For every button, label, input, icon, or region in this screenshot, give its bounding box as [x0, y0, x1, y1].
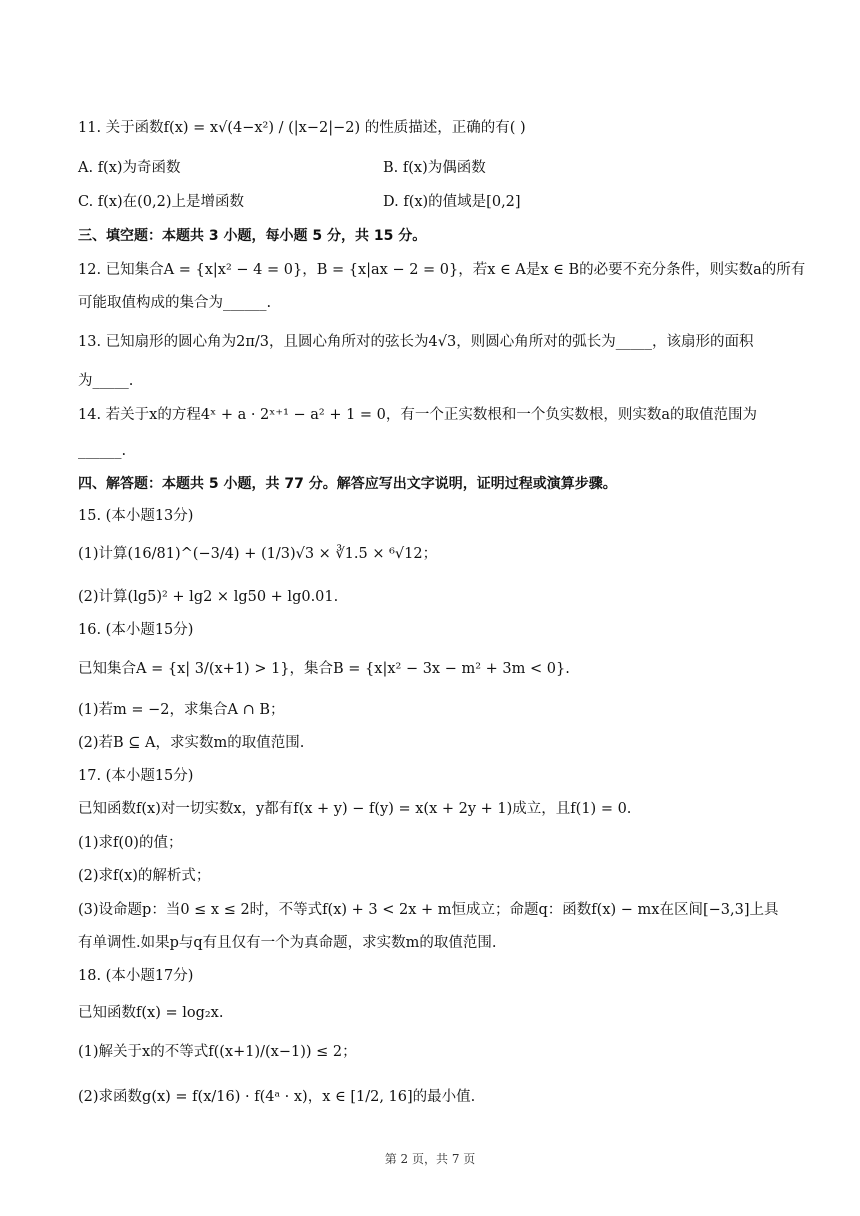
q11-option-a: A. f(x)为奇函数: [78, 160, 181, 176]
q13-line-1: 13. 已知扇形的圆心角为2π/3，且圆心角所对的弦长为4√3，则圆心角所对的弧长为_____，该扇形的面积: [78, 334, 754, 350]
q11-option-d: D. f(x)的值域是[0,2]: [383, 194, 521, 210]
q17-part-2: (2)求f(x)的解析式；: [78, 868, 211, 884]
q12-line-2: 可能取值构成的集合为______.: [78, 295, 272, 311]
q17-part-3-line-1: (3)设命题p：当0 ≤ x ≤ 2时，不等式f(x) + 3 < 2x + m恒成立；命题q：函数f(x) − mx在区间[−3,3]上具: [78, 902, 779, 918]
q18-title: 18. (本小题17分): [78, 968, 194, 984]
q12-line-1: 12. 已知集合A = {x|x² − 4 = 0}，B = {x|ax − 2 = 0}，若x ∈ A是x ∈ B的必要不充分条件，则实数a的所有: [78, 262, 806, 278]
q17-title: 17. (本小题15分): [78, 768, 194, 784]
section-4-heading: 四、解答题：本题共 5 小题，共 77 分。解答应写出文字说明，证明过程或演算步骤。: [78, 476, 617, 492]
q14-line-2: ______.: [78, 443, 127, 459]
q11-option-b: B. f(x)为偶函数: [383, 160, 486, 176]
q13-line-2: 为_____.: [78, 373, 134, 389]
q11-option-c: C. f(x)在(0,2)上是增函数: [78, 194, 245, 210]
q17-part-3-line-2: 有单调性.如果p与q有且仅有一个为真命题，求实数m的取值范围.: [78, 935, 497, 951]
q14-line-1: 14. 若关于x的方程4ˣ + a · 2ˣ⁺¹ − a² + 1 = 0，有一个正实数根和一个负实数根，则实数a的取值范围为: [78, 407, 758, 423]
page-footer: 第 2 页，共 7 页: [384, 1152, 476, 1166]
q16-title: 16. (本小题15分): [78, 622, 194, 638]
q11-stem: 11. 关于函数f(x) = x√(4−x²) / (|x−2|−2) 的性质描述，正确的有( ): [78, 120, 526, 136]
q18-stem: 已知函数f(x) = log₂x.: [78, 1005, 224, 1021]
section-3-heading: 三、填空题：本题共 3 小题，每小题 5 分，共 15 分。: [78, 228, 427, 244]
q18-part-2: (2)求函数g(x) = f(x/16) · f(4ᵃ · x)，x ∈ [1/2, 16]的最小值.: [78, 1089, 476, 1105]
q17-part-1: (1)求f(0)的值；: [78, 835, 183, 851]
q18-part-1: (1)解关于x的不等式f((x+1)/(x−1)) ≤ 2；: [78, 1044, 357, 1060]
q15-part-2: (2)计算(lg5)² + lg2 × lg50 + lg0.01.: [78, 589, 339, 605]
q16-stem: 已知集合A = {x| 3/(x+1) > 1}，集合B = {x|x² − 3x − m² + 3m < 0}.: [78, 661, 570, 677]
q17-stem: 已知函数f(x)对一切实数x，y都有f(x + y) − f(y) = x(x + 2y + 1)成立，且f(1) = 0.: [78, 801, 632, 817]
q16-part-1: (1)若m = −2，求集合A ∩ B；: [78, 702, 285, 718]
q16-part-2: (2)若B ⊆ A，求实数m的取值范围.: [78, 735, 305, 751]
q15-part-1: (1)计算(16/81)^(−3/4) + (1/3)√3 × ∛1.5 × ⁶√12；: [78, 546, 438, 562]
q15-title: 15. (本小题13分): [78, 508, 194, 524]
